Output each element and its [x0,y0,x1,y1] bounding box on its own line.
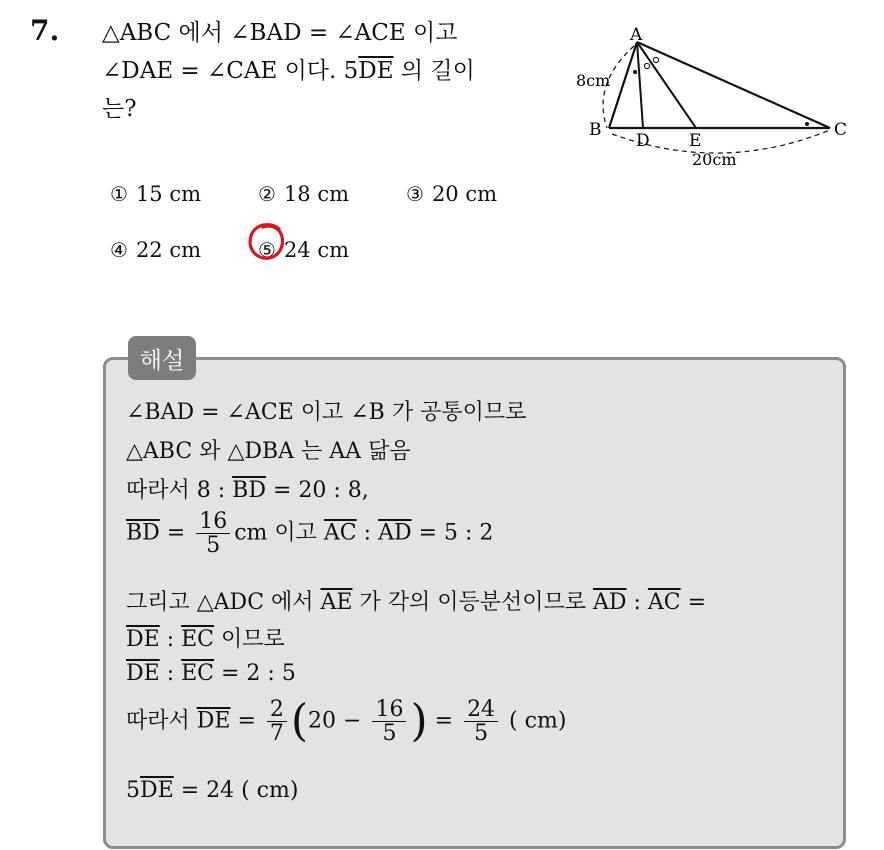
segment-ae: $\overline{AE}$ [320,590,353,615]
text: = 5 : 2 [411,520,494,546]
label-b: B [589,120,602,140]
text: cm 이고 [234,520,324,546]
text: 20 − [308,708,369,734]
answer-choices [110,166,554,278]
segment-de: $\overline{DE}$ [126,627,160,652]
choice-number [258,238,276,262]
solution-tag: 해설 [128,336,196,380]
fraction [196,510,230,557]
denominator: 5 [382,721,397,747]
fraction [464,698,498,745]
numerator: 24 [464,698,498,722]
solution-line-2: △ABC 와 △DBA 는 AA 닮음 [126,439,411,464]
solution-line-6 [126,622,285,653]
solution-line-3 [126,473,369,504]
stem-line-1: △ABC 에서 ∠BAD = ∠ACE 이고 [102,20,458,46]
choice-text: 24 cm [283,238,350,262]
choice-number: ③ [406,182,424,206]
segment-bd: $\overline{BD}$ [126,520,160,546]
angle-mark-cae [653,57,658,62]
solution-line-7 [126,661,296,686]
text: = [680,590,707,615]
text: = 20 : 8, [265,478,369,503]
segment-bd: $\overline{BD}$ [232,478,266,503]
text: 가 각의 이등분선이므로 [352,590,593,615]
stem-text: ∠DAE = ∠CAE 이다. 5 [102,58,359,84]
choice-text: 22 cm [135,238,202,262]
numerator: 16 [372,698,406,722]
segment-ac: $\overline{AC}$ [647,590,681,615]
stem-line-3: 는? [102,96,137,122]
choice-3[interactable] [406,182,554,206]
text: ( cm) [502,708,567,734]
angle-mark-bad [633,70,637,74]
paren-close: ) [410,695,428,747]
text: 5 [126,778,140,803]
choice-1[interactable] [110,182,258,206]
choice-text: 15 cm [135,182,202,206]
segment-ad: $\overline{AD}$ [592,590,627,615]
choice-text: 18 cm [283,182,350,206]
segment-ad [637,42,643,128]
text: = [427,708,461,734]
choice-2[interactable] [258,182,406,206]
choice-number: ② [258,182,276,206]
segment-de: $\overline{DE}$ [196,708,231,734]
solution-line-1: ∠BAD = ∠ACE 이고 ∠B 가 공통이므로 [126,400,527,425]
label-a: A [630,25,643,45]
text: : [626,590,648,615]
label-e: E [689,131,702,151]
angle-mark-ace [805,122,809,126]
choice-number: ① [110,182,128,206]
numerator: 16 [196,510,230,534]
segment-de: $\overline{DE}$ [126,661,160,686]
text: 이므로 [214,627,285,652]
text: = [159,520,193,546]
fraction [267,698,287,745]
numerator: 2 [267,698,287,722]
choice-number: ④ [110,238,128,262]
denominator: 5 [206,533,221,559]
segment-de: $\overline{DE}$ [140,778,174,803]
text: = [230,708,263,734]
text: = 2 : 5 [214,661,296,686]
angle-mark-dae [644,63,649,68]
stem-line-2 [102,52,562,90]
fraction [372,698,406,745]
triangle-figure [572,24,862,174]
choice-number-glyph: ⑤ [258,238,276,262]
segment-de: $\overline{DE}$ [358,58,394,84]
text: 따라서 [126,708,197,734]
solution-line-4 [126,510,493,557]
paren-open: ( [290,695,309,747]
question-number: 7. [30,14,60,47]
text: 따라서 8 : [126,478,233,503]
choice-4[interactable] [110,238,258,262]
answer-mark-circle-icon [245,220,289,264]
text: = 24 ( cm) [173,778,299,803]
solution-line-8 [126,695,567,747]
segment-ec: $\overline{EC}$ [181,627,215,652]
stem-text: 의 길이 [393,58,475,84]
text: 그리고 △ADC 에서 [126,590,321,615]
label-c: C [834,120,848,140]
segment-ad: $\overline{AD}$ [378,520,412,546]
denominator: 5 [474,721,489,747]
label-d: D [636,131,650,151]
choice-5[interactable] [258,238,406,262]
segment-ec: $\overline{EC}$ [181,661,215,686]
text: : [159,661,182,686]
denominator: 7 [269,721,284,747]
length-ab: 8cm [576,71,611,90]
side-ab [609,42,637,128]
question-stem [102,14,562,128]
solution-line-9 [126,778,298,803]
text: : [356,520,379,546]
length-bc: 20cm [692,150,737,169]
segment-ac: $\overline{AC}$ [323,520,357,546]
solution-line-5 [126,585,706,616]
text: : [159,627,182,652]
choice-text: 20 cm [431,182,498,206]
